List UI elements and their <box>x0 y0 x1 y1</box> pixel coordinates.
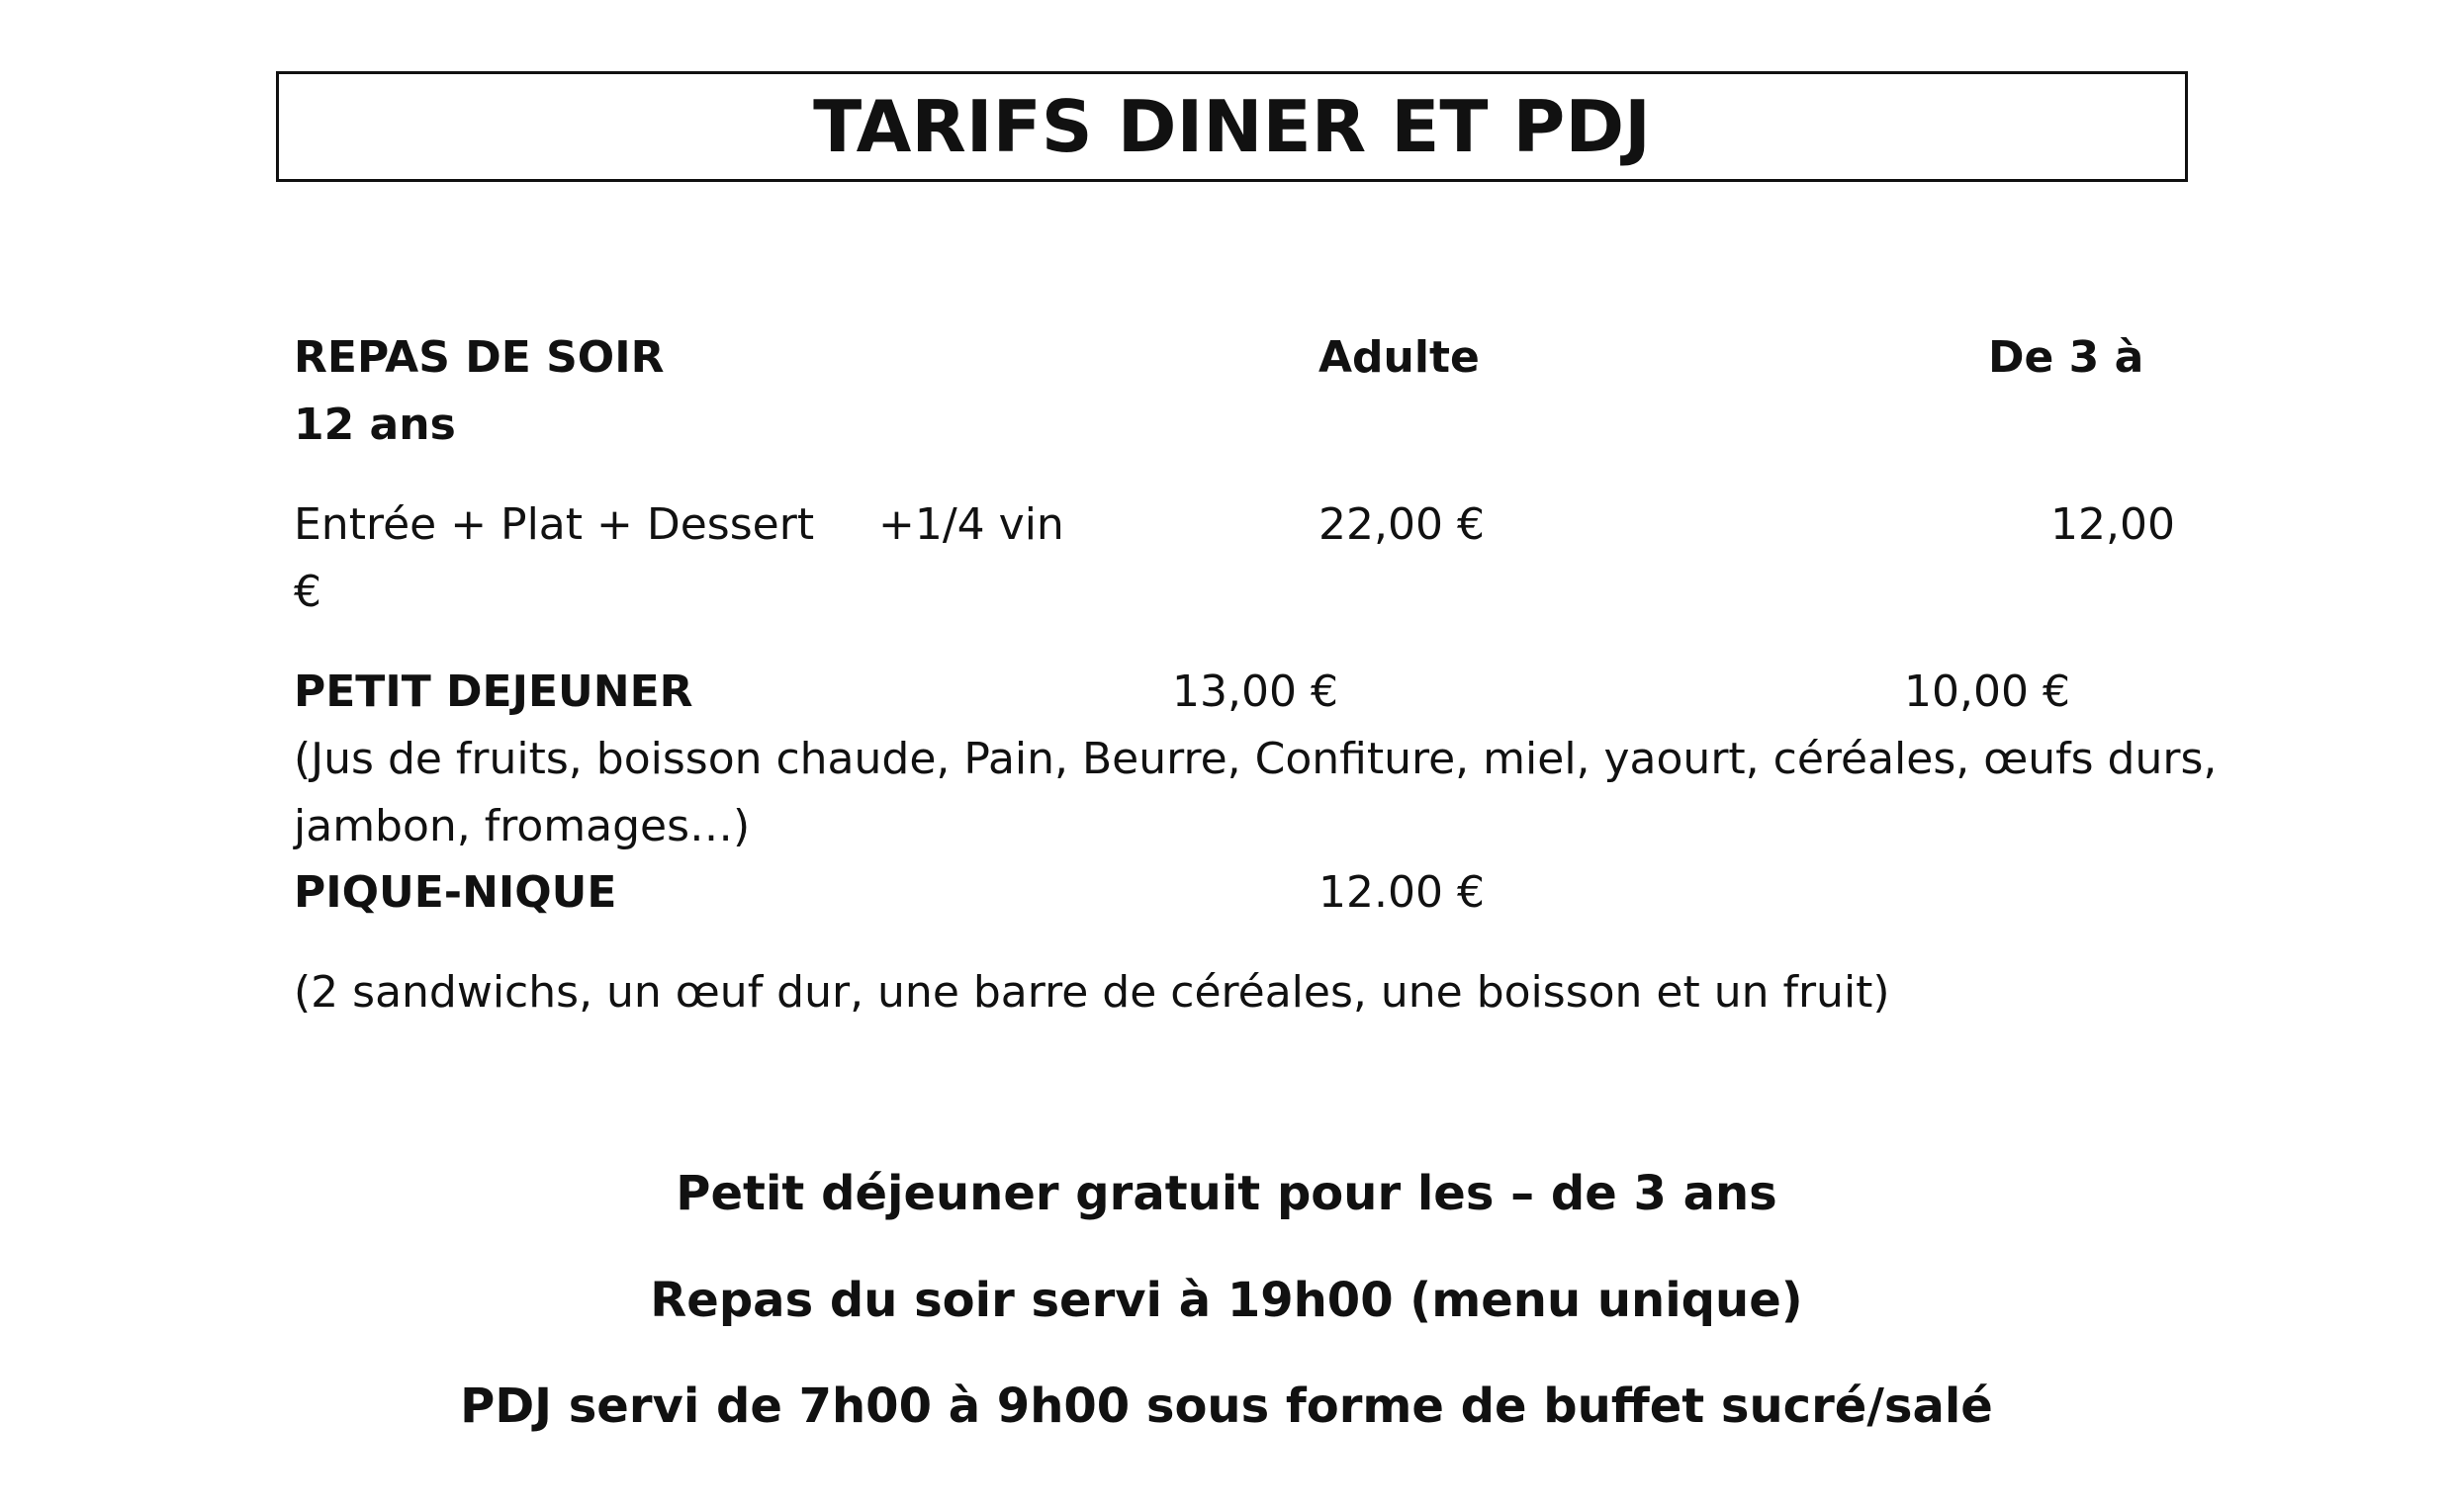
repas-soir-item-label: Entrée + Plat + Dessert <box>294 499 815 550</box>
pique-nique-heading: PIQUE-NIQUE <box>294 867 617 918</box>
page-title: TARIFS DINER ET PDJ <box>813 85 1651 168</box>
note-breakfast-time: PDJ servi de 7h00 à 9h00 sous forme de buffet sucré/salé <box>460 1379 1993 1434</box>
repas-soir-price-adulte: 22,00 € <box>1318 499 1485 550</box>
title-box <box>276 71 2188 182</box>
repas-soir-price-enfant: 12,00 <box>2050 499 2175 550</box>
petit-dejeuner-description-continued: jambon, fromages…) <box>294 801 751 851</box>
repas-soir-item-extra: +1/4 vin <box>878 499 1064 550</box>
petit-dejeuner-price-adulte: 13,00 € <box>1172 667 1338 717</box>
pique-nique-price: 12.00 € <box>1318 867 1485 918</box>
column-header-adulte: Adulte <box>1318 332 1480 383</box>
column-header-enfant-continued: 12 ans <box>294 400 456 450</box>
petit-dejeuner-price-enfant: 10,00 € <box>1904 667 2070 717</box>
repas-soir-heading: REPAS DE SOIR <box>294 332 665 383</box>
column-header-enfant: De 3 à <box>1988 332 2144 383</box>
repas-soir-price-enfant-currency: € <box>294 567 321 617</box>
petit-dejeuner-description: (Jus de fruits, boisson chaude, Pain, Beurre, Confiture, miel, yaourt, céréales, œufs durs, <box>294 734 2218 784</box>
note-free-breakfast: Petit déjeuner gratuit pour les – de 3 ans <box>676 1166 1777 1221</box>
petit-dejeuner-heading: PETIT DEJEUNER <box>294 667 693 717</box>
note-dinner-time: Repas du soir servi à 19h00 (menu unique) <box>650 1273 1803 1328</box>
pique-nique-description: (2 sandwichs, un œuf dur, une barre de céréales, une boisson et un fruit) <box>294 967 1890 1018</box>
